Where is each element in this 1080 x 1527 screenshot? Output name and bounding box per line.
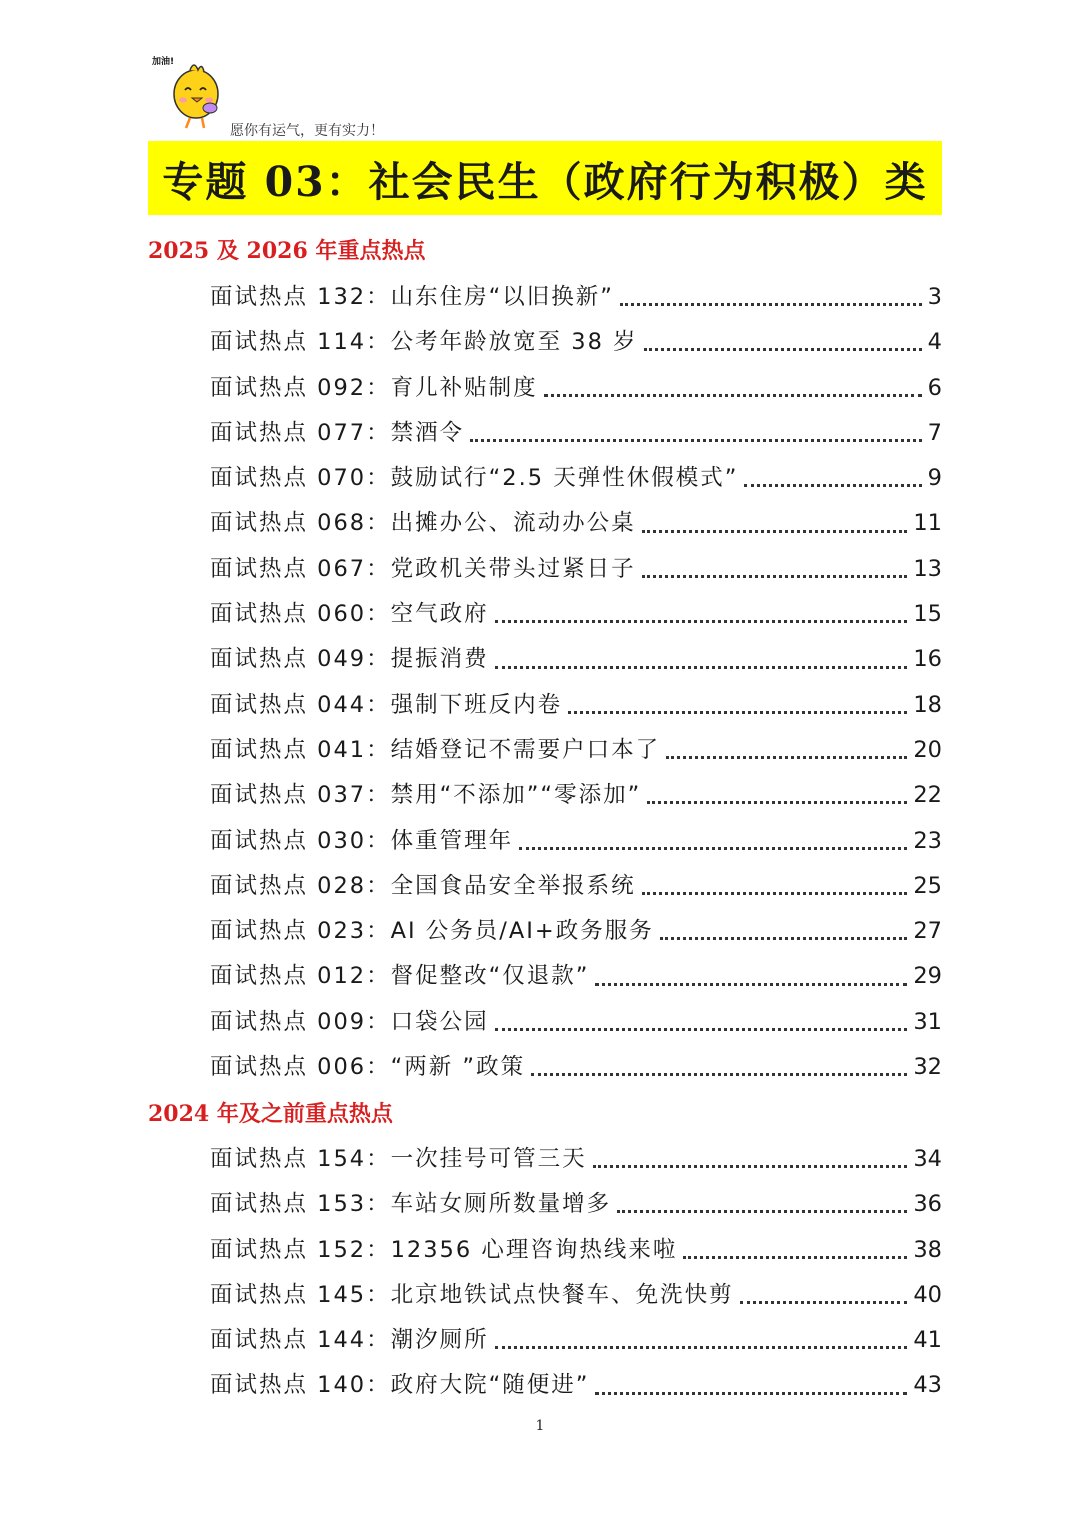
toc-entry-page: 20 [913, 736, 942, 763]
toc-entry-page: 7 [927, 419, 942, 446]
section-heading-2024-earlier: 2024 年及之前重点热点 [148, 1101, 393, 1127]
toc-entry[interactable] [210, 456, 942, 501]
toc-entry-page: 41 [913, 1327, 942, 1354]
toc-entry[interactable] [210, 1000, 942, 1045]
toc-entry-page: 6 [927, 374, 942, 401]
toc-entry[interactable] [210, 1228, 942, 1273]
toc-entry[interactable] [210, 954, 942, 999]
toc-entry-title: 面试热点 152：12356 心理咨询热线来啦 [210, 1236, 678, 1263]
toc-entry-page: 13 [913, 555, 942, 582]
toc-entry-page: 16 [913, 646, 942, 673]
dot-leader [495, 620, 908, 623]
header [150, 50, 450, 140]
toc-entry[interactable] [210, 1137, 942, 1182]
toc-entry-title: 面试热点 028：全国食品安全举报系统 [210, 872, 636, 899]
toc-entry[interactable] [210, 1273, 942, 1318]
toc-entry[interactable] [210, 1318, 942, 1363]
page-number: 1 [535, 1418, 545, 1434]
title-banner [148, 141, 942, 215]
toc-entry-page: 22 [913, 782, 942, 809]
chick-mascot-icon [150, 50, 230, 132]
dot-leader [593, 1165, 908, 1168]
toc-entry-title: 面试热点 009：口袋公园 [210, 1008, 489, 1035]
toc-list-2025-2026 [210, 275, 942, 1090]
toc-entry[interactable] [210, 728, 942, 773]
page-title: 专题 03：社会民生（政府行为积极）类 [162, 157, 928, 206]
toc-entry-page: 4 [927, 329, 942, 356]
dot-leader [595, 983, 907, 986]
toc-entry-title: 面试热点 153：车站女厕所数量增多 [210, 1191, 612, 1218]
toc-entry-page: 31 [913, 1008, 942, 1035]
toc-entry[interactable] [210, 683, 942, 728]
toc-entry-title: 面试热点 041：结婚登记不需要户口本了 [210, 736, 661, 763]
dot-leader [740, 1301, 908, 1304]
dot-leader [544, 394, 922, 397]
toc-entry-page: 27 [913, 918, 942, 945]
toc-entry-title: 面试热点 006：“两新 ”政策 [210, 1054, 526, 1081]
toc-entry-title: 面试热点 070：鼓励试行“2.5 天弹性休假模式” [210, 465, 739, 492]
toc-entry-page: 43 [913, 1372, 942, 1399]
toc-entry[interactable] [210, 275, 942, 320]
toc-entry[interactable] [210, 773, 942, 818]
toc-entry-title: 面试热点 068：出摊办公、流动办公桌 [210, 510, 636, 537]
toc-entry[interactable] [210, 1363, 942, 1408]
motto-text: 愿你有运气，更有实力！ [230, 123, 384, 139]
toc-entry[interactable] [210, 366, 942, 411]
dot-leader [642, 892, 908, 895]
toc-entry-page: 32 [913, 1054, 942, 1081]
dot-leader [642, 530, 908, 533]
toc-entry-page: 23 [913, 827, 942, 854]
badge-text: 加油! [152, 57, 175, 67]
toc-entry-title: 面试热点 060：空气政府 [210, 601, 489, 628]
toc-entry[interactable] [210, 547, 942, 592]
toc-entry-title: 面试热点 132：山东住房“以旧换新” [210, 284, 614, 310]
toc-entry[interactable] [210, 864, 942, 909]
toc-entry-page: 38 [913, 1236, 942, 1263]
dot-leader [531, 1073, 907, 1076]
toc-entry-title: 面试热点 145：北京地铁试点快餐车、免洗快剪 [210, 1281, 734, 1308]
dot-leader [568, 711, 907, 714]
toc-entry-title: 面试热点 023：AI 公务员/AI+政务服务 [210, 918, 654, 945]
toc-entry-title: 面试热点 154：一次挂号可管三天 [210, 1146, 587, 1172]
toc-entry[interactable] [210, 320, 942, 365]
toc-entry-title: 面试热点 044：强制下班反内卷 [210, 691, 563, 718]
section-heading-2025-2026: 2025 及 2026 年重点热点 [148, 238, 426, 264]
toc-entry-page: 18 [913, 691, 942, 718]
toc-entry-title: 面试热点 030：体重管理年 [210, 827, 514, 854]
toc-entry-title: 面试热点 077：禁酒令 [210, 419, 465, 446]
toc-entry-page: 3 [927, 284, 942, 310]
toc-entry-page: 15 [913, 601, 942, 628]
dot-leader [495, 1028, 908, 1031]
toc-entry-page: 9 [927, 465, 942, 492]
dot-leader [595, 1392, 907, 1395]
toc-entry[interactable] [210, 1182, 942, 1227]
dot-leader [495, 1346, 908, 1349]
toc-entry-title: 面试热点 067：党政机关带头过紧日子 [210, 555, 636, 582]
dot-leader [647, 801, 907, 804]
toc-entry-title: 面试热点 144：潮汐厕所 [210, 1327, 489, 1354]
toc-entry-title: 面试热点 012：督促整改“仅退款” [210, 963, 590, 990]
toc-entry[interactable] [210, 819, 942, 864]
toc-list-2024-earlier [210, 1137, 942, 1409]
toc-entry-title: 面试热点 114：公考年龄放宽至 38 岁 [210, 329, 638, 356]
toc-entry[interactable] [210, 501, 942, 546]
toc-entry-page: 36 [913, 1191, 942, 1218]
dot-leader [744, 484, 921, 487]
toc-entry[interactable] [210, 637, 942, 682]
dot-leader [620, 303, 922, 306]
toc-entry[interactable] [210, 1045, 942, 1090]
dot-leader [470, 439, 922, 442]
dot-leader [617, 1210, 907, 1213]
toc-entry-page: 29 [913, 963, 942, 990]
toc-entry-page: 11 [913, 510, 942, 537]
toc-entry-title: 面试热点 049：提振消费 [210, 646, 489, 673]
toc-entry-page: 34 [913, 1146, 942, 1172]
dot-leader [519, 847, 907, 850]
toc-entry-page: 25 [913, 872, 942, 899]
dot-leader [495, 666, 908, 669]
dot-leader [666, 756, 907, 759]
toc-entry-title: 面试热点 092：育儿补贴制度 [210, 374, 538, 401]
dot-leader [683, 1256, 907, 1259]
toc-entry[interactable] [210, 592, 942, 637]
dot-leader [644, 348, 922, 351]
toc-entry-title: 面试热点 037：禁用“不添加”“零添加” [210, 782, 642, 809]
toc-entry-title: 面试热点 140：政府大院“随便进” [210, 1372, 590, 1399]
toc-entry[interactable] [210, 411, 942, 456]
dot-leader [660, 937, 908, 940]
toc-entry-page: 40 [913, 1281, 942, 1308]
toc-entry[interactable] [210, 909, 942, 954]
dot-leader [642, 575, 908, 578]
